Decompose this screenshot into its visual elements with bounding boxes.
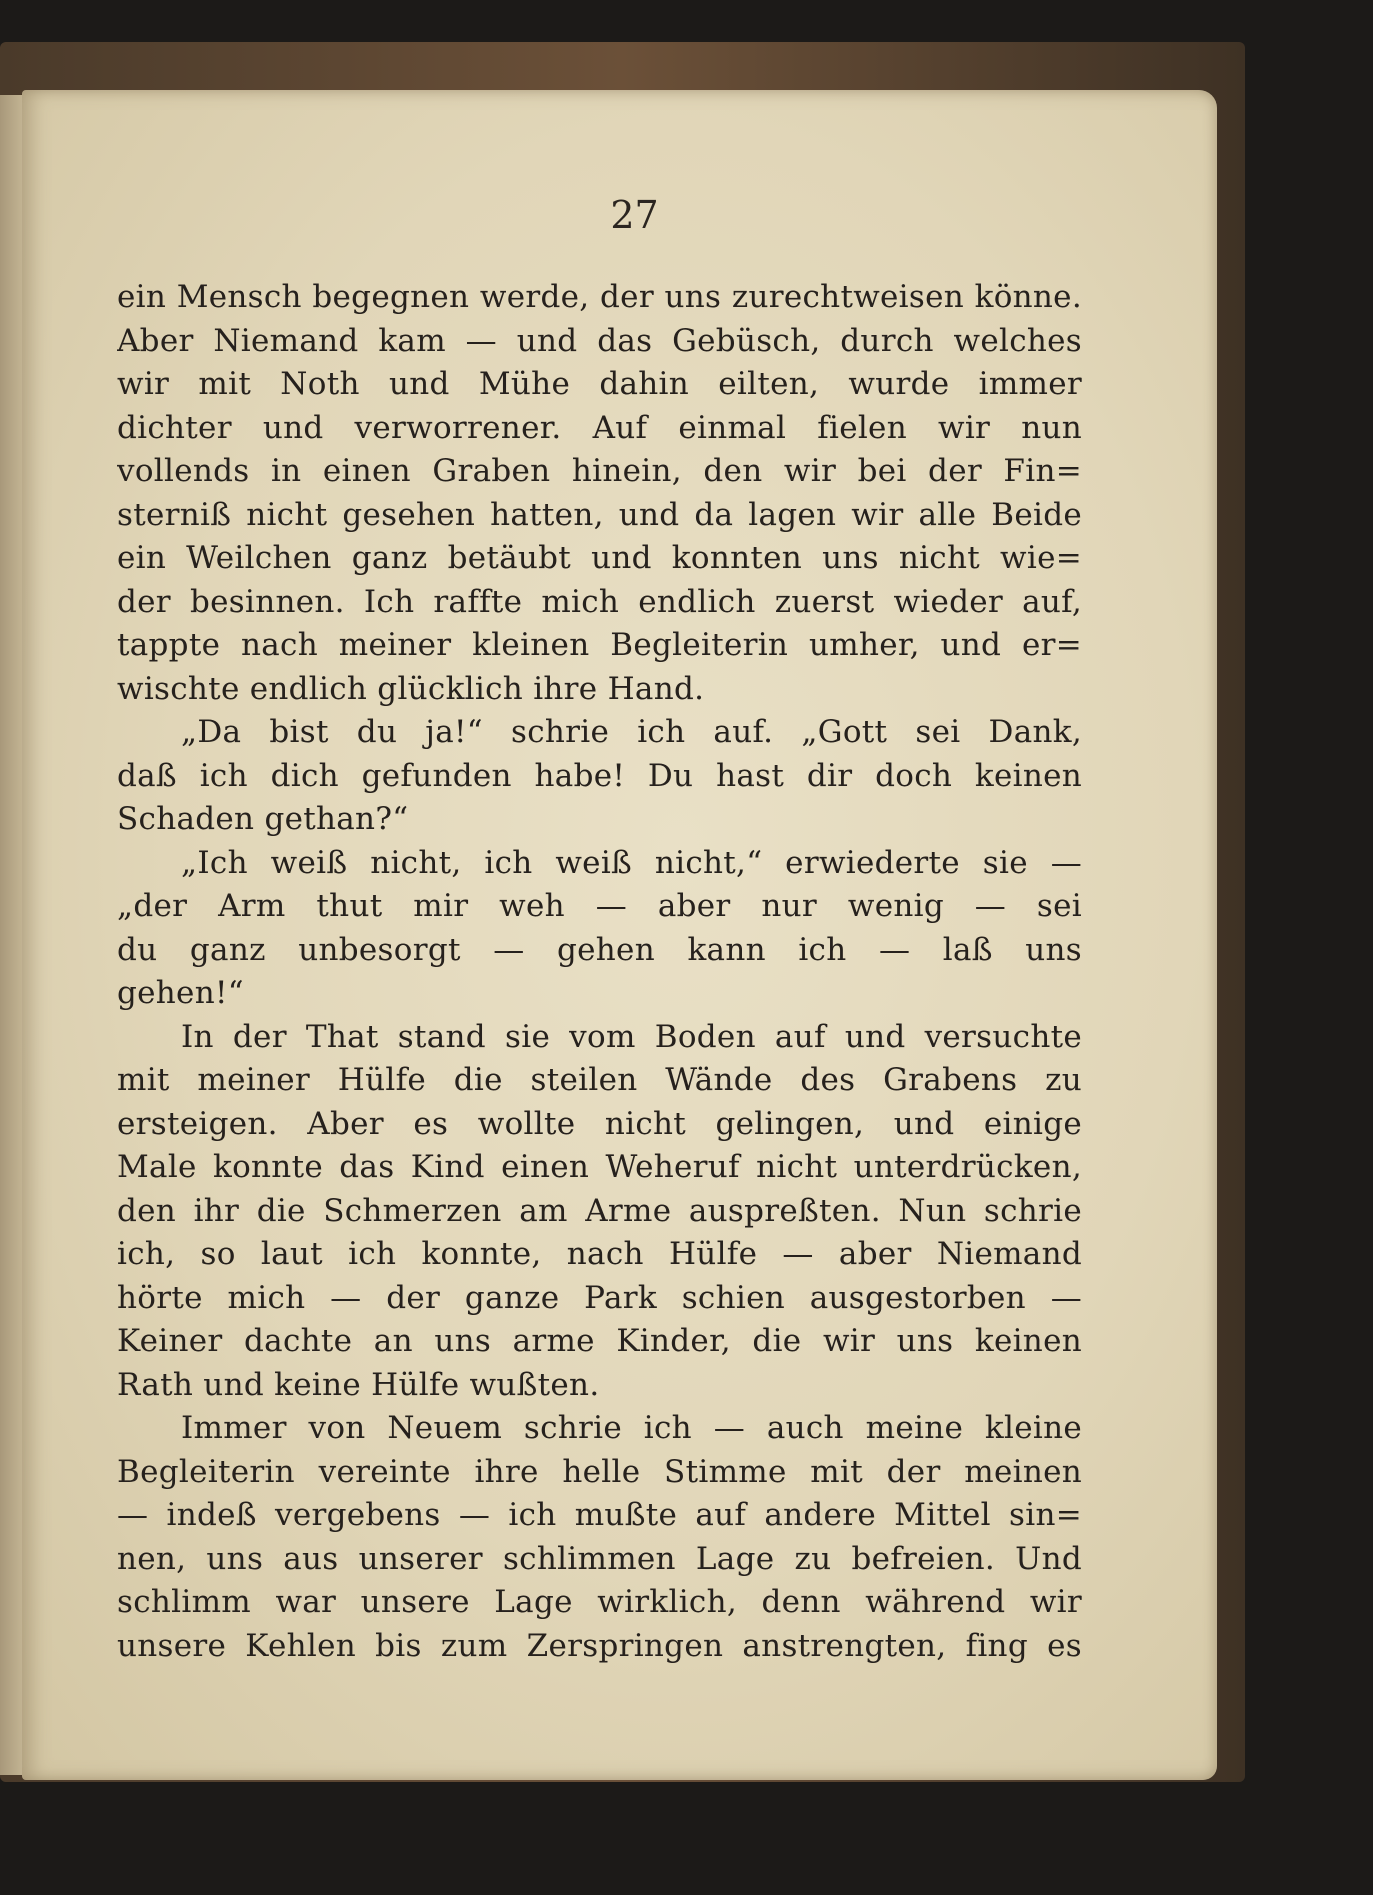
text-line: ein Weilchen ganz betäubt und konnten uns nicht wie= (117, 540, 1082, 576)
text-line: Keiner dachte an uns arme Kinder, die wir uns keinen (117, 1323, 1082, 1359)
text-line: schlimm war unsere Lage wirklich, denn während wir (117, 1584, 1082, 1620)
body-text (117, 276, 1082, 1668)
text-line: „Da bist du ja!“ schrie ich auf. „Gott sei Dank, (181, 714, 1082, 750)
book-page (22, 90, 1217, 1780)
text-line: unsere Kehlen bis zum Zerspringen anstrengten, fing es (117, 1627, 1082, 1664)
text-line: ersteigen. Aber es wollte nicht gelingen, und einige (117, 1105, 1082, 1142)
text-line: mit meiner Hülfe die steilen Wände des Grabens zu (117, 1062, 1082, 1098)
text-line: „der Arm thut mir weh — aber nur wenig — sei (117, 888, 1082, 924)
text-line: Aber Niemand kam — und das Gebüsch, durch welches (117, 322, 1082, 359)
text-line: daß ich dich gefunden habe! Du hast dir doch keinen (117, 757, 1082, 794)
text-line: den ihr die Schmerzen am Arme auspreßten. Nun schrie (117, 1192, 1082, 1229)
text-line: du ganz unbesorgt — gehen kann ich — laß uns (117, 931, 1082, 968)
text-line: ich, so laut ich konnte, nach Hülfe — aber Niemand (117, 1236, 1082, 1272)
text-line: wischte endlich glücklich ihre Hand. (117, 670, 705, 707)
text-line: wir mit Noth und Mühe dahin eilten, wurde immer (117, 366, 1082, 402)
text-line: Male konnte das Kind einen Weheruf nicht unterdrücken, (117, 1149, 1082, 1185)
page-number: 27 (610, 193, 659, 237)
text-line: sterniß nicht gesehen hatten, und da lagen wir alle Beide (117, 496, 1082, 533)
text-line: — indeß vergebens — ich mußte auf andere Mittel sin= (117, 1497, 1082, 1533)
text-line: nen, uns aus unserer schlimmen Lage zu befreien. Und (117, 1540, 1082, 1577)
text-line: tappte nach meiner kleinen Begleiterin umher, und er= (117, 627, 1082, 663)
text-line: vollends in einen Graben hinein, den wir bei der Fin= (117, 453, 1082, 489)
text-line: ein Mensch begegnen werde, der uns zurechtweisen könne. (117, 279, 1082, 315)
text-line: gehen!“ (117, 975, 244, 1011)
text-line: der besinnen. Ich raffte mich endlich zuerst wieder auf, (117, 583, 1082, 620)
text-line: Schaden gethan?“ (117, 801, 409, 837)
text-line: Rath und keine Hülfe wußten. (117, 1366, 600, 1403)
text-line: „Ich weiß nicht, ich weiß nicht,“ erwiederte sie — (181, 844, 1082, 881)
text-line: In der That stand sie vom Boden auf und versuchte (181, 1018, 1082, 1055)
text-line: dichter und verworrener. Auf einmal fielen wir nun (117, 409, 1082, 446)
text-line: hörte mich — der ganze Park schien ausgestorben — (117, 1279, 1082, 1316)
text-line: Begleiterin vereinte ihre helle Stimme mit der meinen (117, 1453, 1082, 1490)
text-line: Immer von Neuem schrie ich — auch meine kleine (181, 1410, 1082, 1446)
